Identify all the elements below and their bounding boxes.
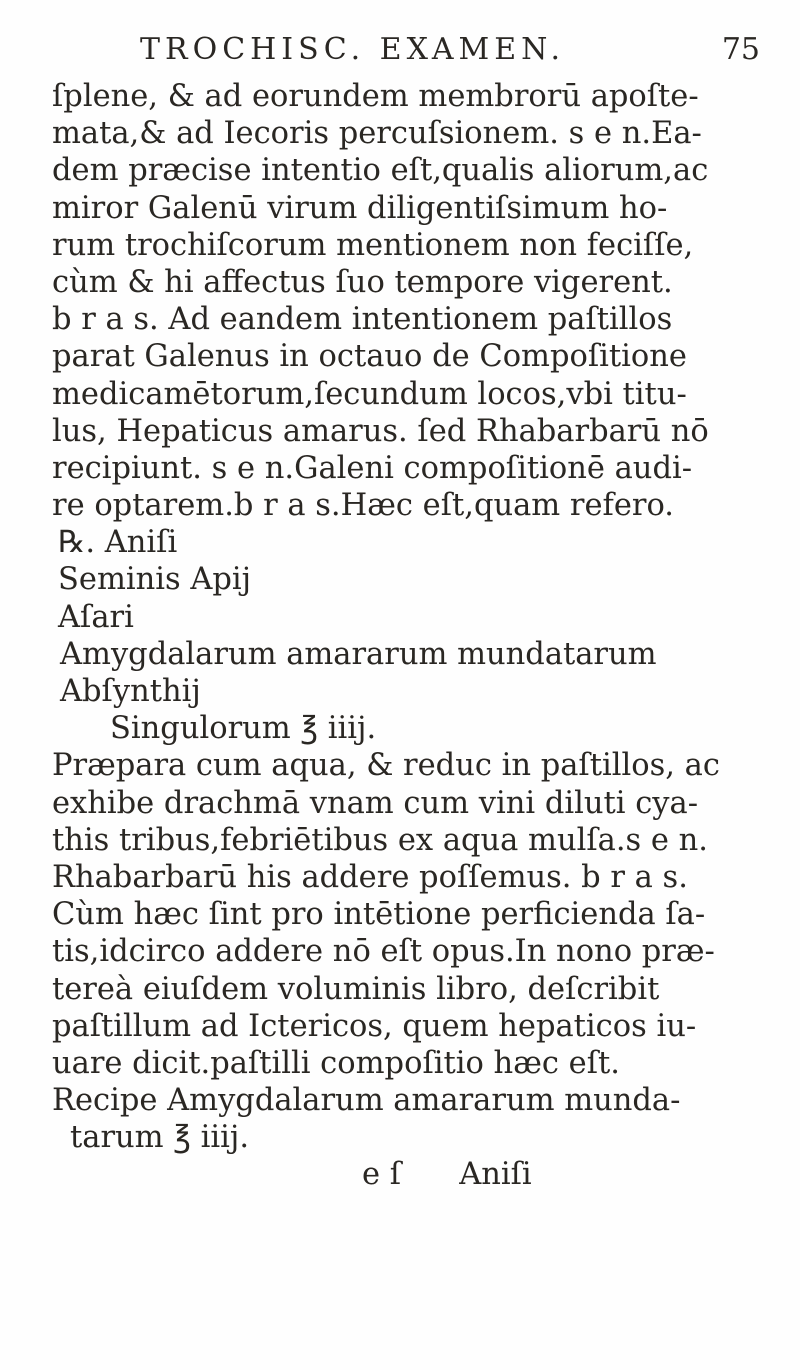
page-header xyxy=(140,32,780,76)
text-line: rum trochiſcorum mentionem non feciſſe, xyxy=(52,227,694,263)
text-line: lus, Hepaticus amarus. ſed Rhabarbarū nō xyxy=(52,413,709,449)
text-line: b r a s. Ad eandem intentionem paſtillos xyxy=(52,302,673,338)
text-line: this tribus,febriētibus ex aqua mulſa.s e n. xyxy=(52,822,708,858)
text-line: medicamētorum,ſecundum locos,vbi titu- xyxy=(52,376,687,412)
text-line: dem præcise intentio eſt,qualis aliorum,ac xyxy=(52,153,709,189)
text-line: parat Galenus in octauo de Compoſitione xyxy=(52,339,687,375)
text-line: tereà eiuſdem voluminis libro, deſcribit xyxy=(52,971,660,1007)
recipe-ingredient: Aſari xyxy=(58,599,134,635)
recipe-ingredient: ℞. Aniſi xyxy=(58,525,178,561)
text-line: exhibe drachmā vnam cum vini diluti cya- xyxy=(52,785,699,821)
signature-catchword: e ſ Aniſi xyxy=(362,1157,532,1193)
text-line: Cùm hæc ſint pro intētione perficienda ſa- xyxy=(52,897,706,933)
text-line: Recipe Amygdalarum amararum munda- xyxy=(52,1083,681,1119)
running-title: TROCHISC. EXAMEN. xyxy=(140,32,566,67)
text-line: tis,idcirco addere nō eſt opus.In nono præ- xyxy=(52,934,715,970)
text-line: Præpara cum aqua, & reduc in paſtillos, ac xyxy=(52,748,720,784)
body-text xyxy=(52,78,772,1194)
text-line: miror Galenū virum diligentiſsimum ho- xyxy=(52,190,668,226)
text-line: recipiunt. s e n.Galeni compoſitionē audi- xyxy=(52,450,693,486)
text-line: cùm & hi affectus ſuo tempore vigerent. xyxy=(52,264,673,300)
text-line: Rhabarbarū his addere poſſemus. b r a s. xyxy=(52,859,688,895)
recipe-quantity: Singulorum ℥ iiij. xyxy=(110,711,377,747)
text-line: uare dicit.paſtilli compoſitio hæc eſt. xyxy=(52,1045,620,1081)
text-line: ſplene, & ad eorundem membrorū apoſte- xyxy=(52,79,699,114)
text-line: re optarem.b r a s.Hæc eſt,quam refero. xyxy=(52,488,674,524)
page-number: 75 xyxy=(721,32,760,67)
text-line: mata,& ad Iecoris percuſsionem. s e n.Ea- xyxy=(52,116,702,152)
text-line: paſtillum ad Ictericos, quem hepaticos iu- xyxy=(52,1008,697,1044)
recipe-ingredient: Abſynthij xyxy=(60,674,201,709)
text-line: tarum ℥ iiij. xyxy=(70,1120,250,1156)
recipe-ingredient: Amygdalarum amararum mundatarum xyxy=(60,636,657,672)
recipe-ingredient: Seminis Apij xyxy=(58,562,252,598)
